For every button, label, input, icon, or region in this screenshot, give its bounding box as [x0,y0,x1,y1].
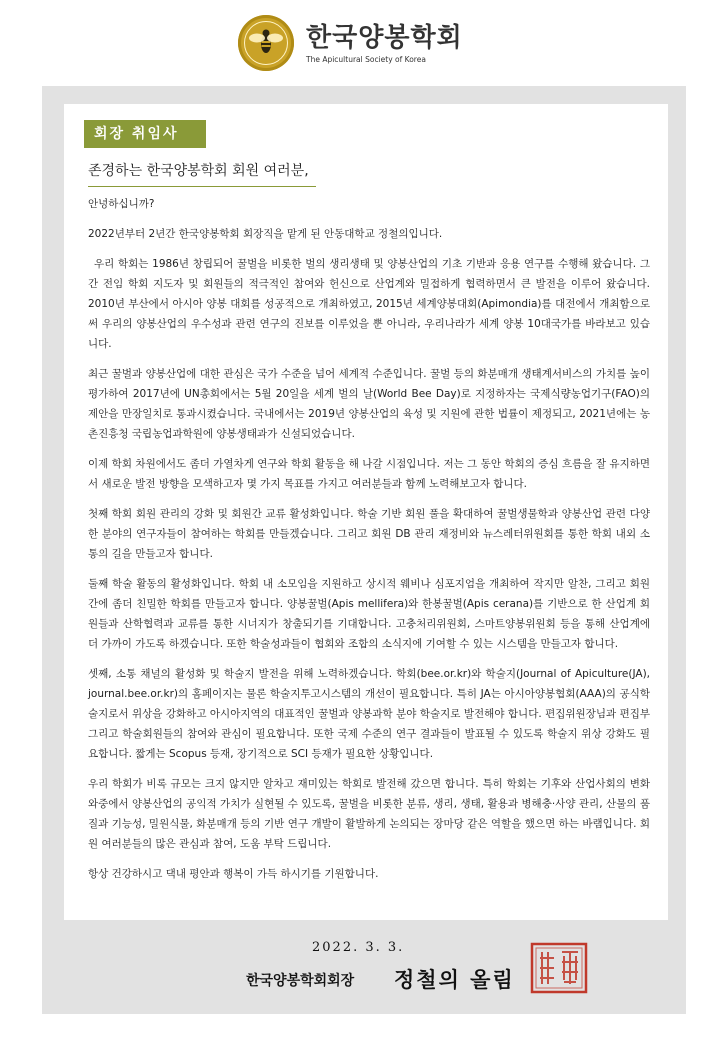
paragraph: 셋째, 소통 채널의 활성화 및 학술지 발전을 위해 노력하겠습니다. 학회(bee.or.kr)와 학술지(Journal of Apiculture(JA), journal.bee.or.kr)의 홈페이지는 물론 학술지투고시스템의 개선이 필요합니다. 특히 JA는 아시아양봉협회(AAA)의 공식학술지로서 위상을 강화하고 아시아지역의 대표적인 꿀벌과 양봉과학 분야 학술지로 발전해야 합니다. 편집위원장님과 편집부 그리고 학술회원들의 참여와 관심이 필요합니다. 또한 국제 수준의 연구 결과들이 발표될 수 있도록 학술지 위상 강화도 필요합니다. 짧게는 Scopus 등재, 장기적으로 SCI 등재가 필요한 상황입니다. [88,668,650,760]
paragraph: 안녕하십니까? [88,198,155,210]
paragraph: 이제 학회 차원에서도 좀더 가열차게 연구와 학회 활동을 해 나갈 시점입니다. 저는 그 동안 학회의 증심 흐름을 잘 유지하면서 새로운 발전 방향을 모색하고자 몇 가지 목표를 가지고 여러분들과 함께 노력해보고자 합니다. [88,458,650,490]
letter-body [88,194,650,894]
site-header [238,12,463,74]
seal-stamp-icon [530,942,588,994]
section-title: 회장 취임사 [84,120,206,148]
signer-title: 한국양봉학회회장 [246,973,355,989]
letter-date: 2022. 3. 3. [312,940,405,955]
paragraph: 항상 건강하시고 댁내 평안과 행복이 가득 하시기를 기원합니다. [88,868,379,880]
paragraph: 2022년부터 2년간 한국양봉학회 회장직을 맡게 된 안동대학교 정철의입니다. [88,228,443,240]
paragraph: 우리 학회는 1986년 창립되어 꿀벌을 비롯한 벌의 생리생태 및 양봉산업의 기초 기반과 응용 연구를 수행해 왔습니다. 그간 전임 학회 지도자 및 회원들의 적극적인 참여와 헌신으로 산업계와 밀접하게 협력하면서 큰 발전을 이루어 왔습니다. 2010년 부산에서 아시아 양봉 대회를 성공적으로 개최하였고, 2015년 세계양봉대회(Apimondia)를 대전에서 개최함으로써 우리의 양봉산업의 우수성과 관련 연구의 진보를 이루었을 뿐 아니라, 우리나라가 세계 양봉 10대국가를 바라보고 있습니다. [88,258,650,350]
paragraph: 둘째 학술 활동의 활성화입니다. 학회 내 소모임을 지원하고 상시적 웨비나 심포지엄을 개최하여 작지만 알찬, 그리고 회원간에 좀더 친밀한 학회를 만들고자 합니다. 양봉꿀벌(Apis mellifera)와 한봉꿀벌(Apis cerana)를 기반으로 한 산업계 회원들과 산학협력과 교류를 통한 시너지가 창출되기를 기대합니다. 고충처리위원회, 스마트양봉위원회 등을 통해 산업계에 더 가까이 가도록 하겠습니다. 또한 학술성과들이 협회와 조합의 소식지에 기여할 수 있는 시스템을 만들고자 합니다. [88,578,650,650]
org-name: 한국양봉학회 [306,22,463,53]
paragraph: 우리 학회가 비록 규모는 크지 않지만 알차고 재미있는 학회로 발전해 갔으면 합니다. 특히 학회는 기후와 산업사회의 변화 와중에서 양봉산업의 공익적 가치가 실현될 수 있도록, 꿀벌을 비롯한 분류, 생리, 생태, 활용과 병해충·사양 관리, 산물의 품질과 기능성, 밀원식물, 화분매개 등의 기반 연구 개발이 활발하게 논의되는 장마당 같은 역할을 했으면 하는 바램입니다. 회원 여러분들의 많은 관심과 참여, 도움 부탁 드립니다. [88,778,650,850]
org-name-en: The Apicultural Society of Korea [306,54,426,64]
greeting: 존경하는 한국양봉학회 회원 여러분, [88,160,316,187]
paragraph: 최근 꿀벌과 양봉산업에 대한 관심은 국가 수준을 넘어 세계적 수준입니다. 꿀벌 등의 화분매개 생태계서비스의 가치를 높이 평가하여 2017년에 UN총회에서는 5월 20일을 세계 벌의 날(World Bee Day)로 지정하자는 국제식량농업기구(FAO)의 제안을 만장일치로 통과시켰습니다. 국내에서는 2019년 양봉산업의 육성 및 지원에 관한 법률이 제정되고, 2021년에는 농촌진흥청 국립농업과학원에 양봉생태과가 신설되었습니다. [88,368,650,440]
paragraph: 첫째 학회 회원 관리의 강화 및 회원간 교류 활성화입니다. 학술 기반 회원 풀을 확대하여 꿀벌생물학과 양봉산업 관련 다양한 분야의 연구자들이 참여하는 학회를 만들겠습니다. 그리고 회원 DB 관리 재정비와 뉴스레터위원회를 통한 학회 내외 소통의 길을 만들고자 합니다. [88,508,650,560]
signer-name: 정철의 올림 [394,967,515,992]
bee-seal-logo-icon [238,15,294,71]
